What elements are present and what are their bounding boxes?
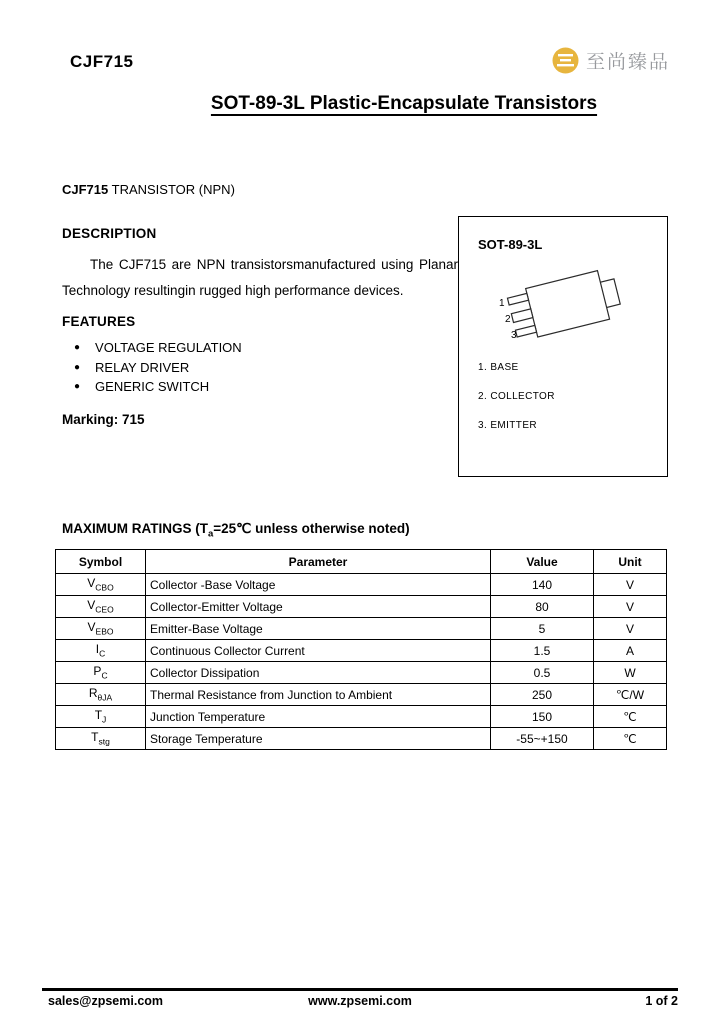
value-cell: 80: [491, 596, 594, 618]
max-ratings-heading-post: =25℃ unless otherwise noted): [213, 521, 410, 536]
symbol-cell: [56, 640, 146, 662]
symbol-cell: [56, 596, 146, 618]
description-heading: DESCRIPTION: [62, 226, 157, 241]
list-item: [62, 338, 362, 358]
max-ratings-heading-sub: a: [207, 528, 214, 540]
symbol-cell: [56, 684, 146, 706]
symbol-sub: C: [101, 670, 108, 681]
list-item: [62, 377, 362, 397]
table-row: [56, 596, 667, 618]
subtitle: [62, 182, 235, 197]
column-header-symbol: Symbol: [56, 550, 146, 574]
value-cell: 5: [491, 618, 594, 640]
symbol-sub: J: [102, 714, 107, 725]
footer: [42, 994, 678, 1012]
document-title: SOT-89-3L Plastic-Encapsulate Transistors: [210, 93, 598, 114]
brand-logo-text: 至尚臻品: [585, 52, 670, 73]
features-heading: FEATURES: [62, 314, 136, 329]
parameter-cell: Junction Temperature: [146, 706, 491, 728]
parameter-cell: Collector-Emitter Voltage: [146, 596, 491, 618]
table-header-row: [56, 550, 667, 574]
parameter-cell: Storage Temperature: [146, 728, 491, 750]
feature-label: GENERIC SWITCH: [95, 379, 210, 394]
unit-cell: ℃: [594, 728, 667, 750]
features-section: [62, 314, 362, 397]
symbol-cell: [56, 618, 146, 640]
page-indicator: 1 of 2: [645, 994, 678, 1008]
pin-legend-base: 1. BASE: [478, 362, 519, 373]
symbol-main: V: [87, 620, 96, 635]
part-number: CJF715: [70, 52, 134, 71]
unit-cell: V: [594, 596, 667, 618]
symbol-cell: [56, 728, 146, 750]
bullet-icon: ●: [74, 342, 81, 353]
table-row: [56, 684, 667, 706]
brand-logo: [552, 47, 670, 74]
bullet-icon: ●: [74, 381, 81, 392]
feature-list: [62, 338, 362, 397]
symbol-main: V: [87, 598, 96, 613]
symbol-sub: θJA: [97, 692, 113, 703]
footer-email: sales@zpsemi.com: [48, 994, 164, 1008]
column-header-unit: Unit: [594, 550, 667, 574]
max-ratings-table: [55, 549, 667, 750]
unit-cell: V: [594, 618, 667, 640]
table-row: [56, 618, 667, 640]
package-lead-3: [515, 325, 536, 337]
symbol-main: T: [94, 708, 103, 723]
parameter-cell: Continuous Collector Current: [146, 640, 491, 662]
symbol-sub: CEO: [95, 604, 114, 615]
brand-logo-icon: [552, 47, 579, 74]
list-item: [62, 358, 362, 378]
package-lead-2: [511, 309, 533, 323]
symbol-main: I: [95, 642, 100, 657]
value-cell: -55~+150: [491, 728, 594, 750]
pin-legend-collector: 2. COLLECTOR: [478, 391, 555, 402]
description-text: The CJF715 are NPN transistorsmanufactured using Planar Technology resultingin rugged high performance devices.: [62, 257, 458, 298]
table-row: [56, 640, 667, 662]
unit-cell: A: [594, 640, 667, 662]
symbol-cell: [56, 706, 146, 728]
feature-label: RELAY DRIVER: [95, 359, 190, 375]
value-cell: 0.5: [491, 662, 594, 684]
symbol-sub: C: [99, 648, 106, 659]
symbol-main: V: [87, 576, 96, 591]
subtitle-text: TRANSISTOR (NPN): [108, 182, 235, 197]
symbol-main: R: [88, 686, 98, 701]
pin-number-1: 1: [499, 298, 505, 309]
bullet-icon: ●: [74, 361, 81, 373]
symbol-sub: CBO: [95, 582, 114, 593]
parameter-cell: Emitter-Base Voltage: [146, 618, 491, 640]
footer-divider: [42, 988, 678, 991]
pin-legend-emitter: 3. EMITTER: [478, 420, 538, 431]
subtitle-part-number: CJF715: [62, 182, 109, 197]
value-cell: 140: [491, 574, 594, 596]
table-row: [56, 574, 667, 596]
package-name: SOT-89-3L: [478, 237, 543, 252]
value-cell: 1.5: [491, 640, 594, 662]
pin-legend: [478, 362, 667, 431]
unit-cell: V: [594, 574, 667, 596]
package-lead-1: [507, 293, 528, 305]
symbol-cell: [56, 662, 146, 684]
symbol-cell: [56, 574, 146, 596]
parameter-cell: Thermal Resistance from Junction to Ambient: [146, 684, 491, 706]
feature-label: VOLTAGE REGULATION: [95, 340, 242, 355]
table-row: [56, 706, 667, 728]
unit-cell: ℃/W: [594, 684, 667, 706]
description-section: [62, 226, 458, 304]
package-outline-box: [458, 216, 668, 477]
column-header-value: Value: [491, 550, 594, 574]
unit-cell: W: [594, 662, 667, 684]
symbol-main: T: [91, 730, 99, 745]
column-header-parameter: Parameter: [146, 550, 491, 574]
parameter-cell: Collector Dissipation: [146, 662, 491, 684]
value-cell: 150: [491, 706, 594, 728]
symbol-sub: EBO: [95, 626, 114, 637]
max-ratings-heading: [62, 521, 410, 540]
parameter-cell: Collector -Base Voltage: [146, 574, 491, 596]
symbol-sub: stg: [98, 736, 110, 747]
unit-cell: ℃: [594, 706, 667, 728]
max-ratings-heading-pre: MAXIMUM RATINGS (T: [62, 521, 208, 536]
symbol-main: P: [93, 664, 102, 679]
package-body: [526, 271, 610, 337]
table-row: [56, 728, 667, 750]
value-cell: 250: [491, 684, 594, 706]
pin-number-3: 3: [511, 330, 517, 341]
marking-label: Marking: 715: [62, 412, 145, 427]
table-row: [56, 662, 667, 684]
footer-website: www.zpsemi.com: [308, 994, 412, 1008]
pin-number-2: 2: [505, 314, 511, 325]
package-drawing: [475, 258, 651, 354]
